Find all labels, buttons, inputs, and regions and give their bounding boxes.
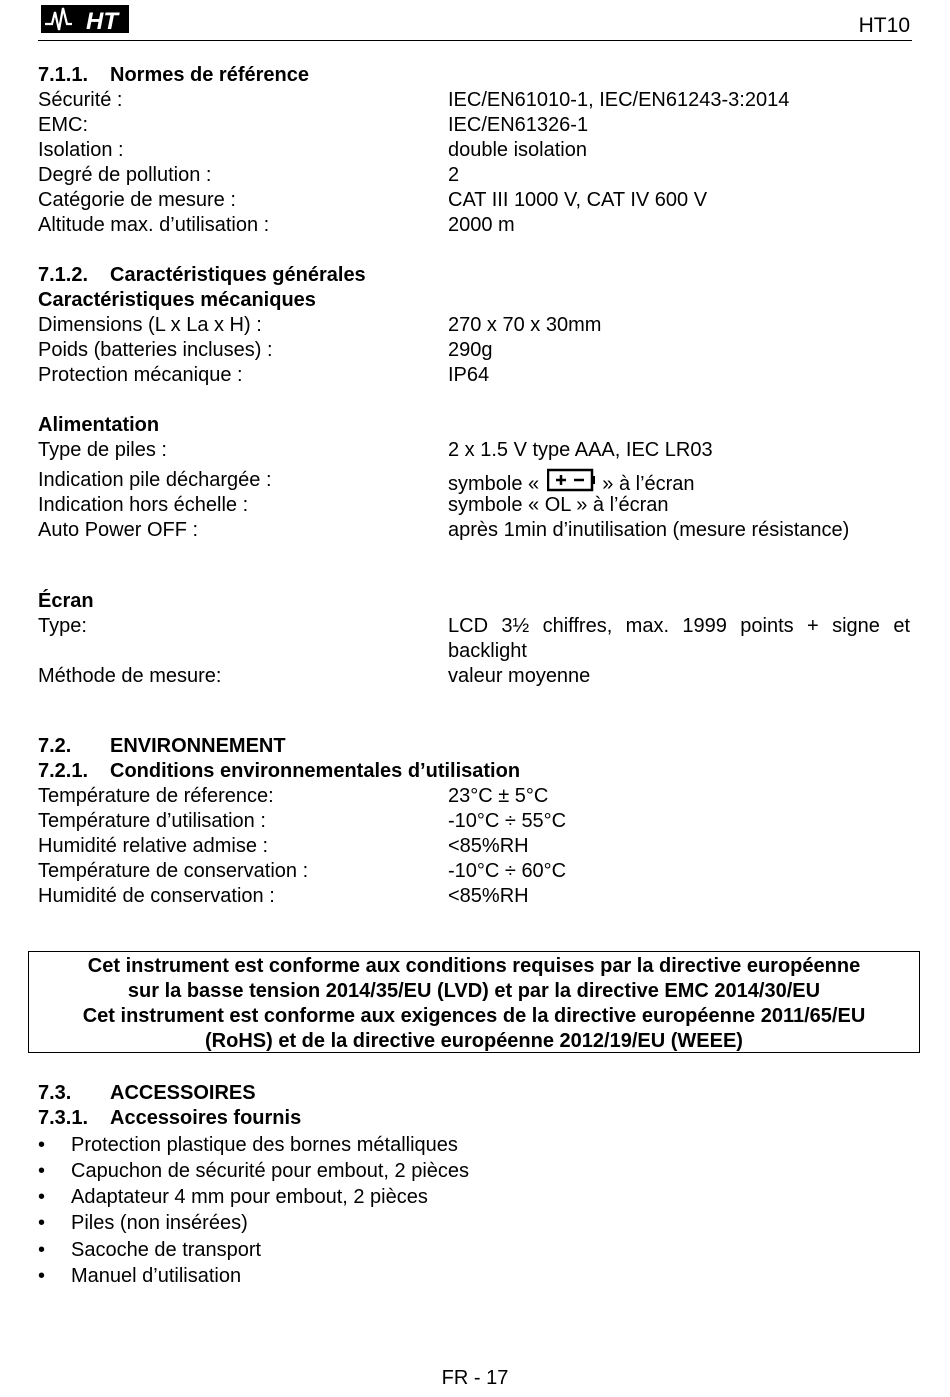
spec-label: Température de conservation :: [38, 860, 309, 882]
spec-label: Indication hors échelle :: [38, 494, 249, 516]
spec-label: Type:: [38, 615, 87, 637]
bullet-icon: •: [38, 1239, 46, 1261]
page-number: FR - 17: [441, 1367, 509, 1389]
spec-value: après 1min d’inutilisation (mesure résistance): [448, 519, 850, 541]
subheading-mechanical: Caractéristiques mécaniques: [38, 289, 316, 311]
notice-line: (RoHS) et de la directive européenne 2012/19/EU (WEEE): [205, 1030, 743, 1052]
ht-logo: [40, 2, 130, 36]
spec-label: Protection mécanique :: [38, 364, 243, 386]
bullet-icon: •: [38, 1212, 46, 1234]
bullet-icon: •: [38, 1134, 46, 1156]
spec-label: Sécurité :: [38, 89, 123, 111]
spec-label: Humidité relative admise :: [38, 835, 269, 857]
section-heading-72: 7.2. ENVIRONNEMENT: [38, 735, 286, 757]
subheading-power: Alimentation: [38, 414, 160, 436]
notice-line: Cet instrument est conforme aux exigences de la directive européenne 2011/65/EU: [82, 1005, 866, 1027]
spec-label: Poids (batteries incluses) :: [38, 339, 273, 361]
spec-label: Degré de pollution :: [38, 164, 212, 186]
spec-value: <85%RH: [448, 835, 529, 857]
notice-line: sur la basse tension 2014/35/EU (LVD) et par la directive EMC 2014/30/EU: [127, 980, 821, 1002]
bullet-icon: •: [38, 1265, 46, 1287]
section-heading-712: 7.1.2. Caractéristiques générales: [38, 264, 366, 286]
bullet-icon: •: [38, 1186, 46, 1208]
spec-label: Indication pile déchargée :: [38, 469, 272, 491]
spec-value: 23°C ± 5°C: [448, 785, 549, 807]
spec-value: <85%RH: [448, 885, 529, 907]
spec-value: IEC/EN61326-1: [448, 114, 589, 136]
list-item: • Capuchon de sécurité pour embout, 2 pièces: [38, 1160, 470, 1182]
spec-value: valeur moyenne: [448, 665, 591, 687]
section-heading-73: 7.3. ACCESSOIRES: [38, 1082, 256, 1104]
spec-label: Isolation :: [38, 139, 124, 161]
spec-value: IEC/EN61010-1, IEC/EN61243-3:2014: [448, 89, 790, 111]
spec-value: CAT III 1000 V, CAT IV 600 V: [448, 189, 708, 211]
spec-value: 290g: [448, 339, 493, 361]
spec-label: Auto Power OFF :: [38, 519, 199, 541]
spec-value-battery: symbole « » à l’écran: [448, 468, 695, 497]
spec-value: 2 x 1.5 V type AAA, IEC LR03: [448, 439, 713, 461]
spec-label: Type de piles :: [38, 439, 167, 461]
spec-label: Catégorie de mesure :: [38, 189, 236, 211]
list-item: • Piles (non insérées): [38, 1212, 248, 1234]
spec-label: EMC:: [38, 114, 88, 136]
model-name: HT10: [858, 14, 910, 37]
spec-label: Dimensions (L x La x H) :: [38, 314, 262, 336]
spec-label: Altitude max. d’utilisation :: [38, 214, 270, 236]
spec-label: Humidité de conservation :: [38, 885, 275, 907]
list-item: • Sacoche de transport: [38, 1239, 262, 1261]
list-item: • Protection plastique des bornes métalliques: [38, 1134, 458, 1156]
spec-value: -10°C ÷ 55°C: [448, 810, 567, 832]
spec-value: IP64: [448, 364, 490, 386]
spec-value-continued: backlight: [448, 640, 527, 662]
section-heading-721: 7.2.1. Conditions environnementales d’utilisation: [38, 760, 521, 782]
spec-value: 2000 m: [448, 214, 515, 236]
battery-icon: [547, 468, 595, 492]
bullet-icon: •: [38, 1160, 46, 1182]
spec-value: symbole « OL » à l’écran: [448, 494, 669, 516]
spec-value: 270 x 70 x 30mm: [448, 314, 602, 336]
spec-value: double isolation: [448, 139, 587, 161]
spec-label: Température de réference:: [38, 785, 274, 807]
logo-text: HT: [86, 8, 118, 35]
subheading-screen: Écran: [38, 590, 94, 612]
list-item: • Manuel d’utilisation: [38, 1265, 242, 1287]
compliance-notice: [28, 951, 920, 1053]
spec-value: LCD 3½ chiffres, max. 1999 points + signe et: [448, 615, 910, 637]
section-heading-731: 7.3.1. Accessoires fournis: [38, 1107, 302, 1129]
spec-label: Température d’utilisation :: [38, 810, 266, 832]
notice-line: Cet instrument est conforme aux conditions requises par la directive européenne: [87, 955, 861, 977]
header-rule: [38, 40, 912, 41]
list-item: • Adaptateur 4 mm pour embout, 2 pièces: [38, 1186, 428, 1208]
spec-value: -10°C ÷ 60°C: [448, 860, 567, 882]
spec-label: Méthode de mesure:: [38, 665, 222, 687]
spec-value: 2: [448, 164, 460, 186]
section-heading-711: 7.1.1. Normes de référence: [38, 64, 309, 86]
